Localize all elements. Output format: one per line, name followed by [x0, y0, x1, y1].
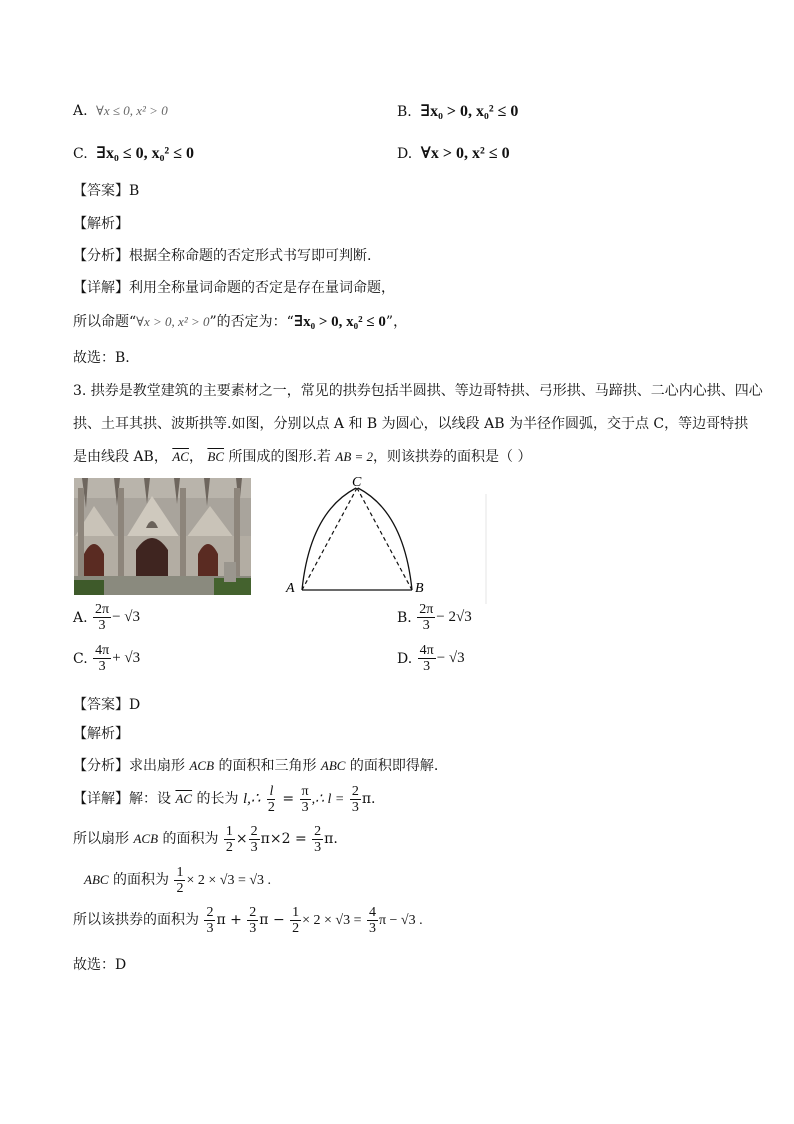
q2-option-d — [397, 143, 510, 163]
q3-option-c-rest: + √3 — [112, 650, 141, 666]
q3-final-frac-d-num: 4 — [368, 904, 376, 920]
q3-frac-pi-3-num: π — [301, 783, 309, 799]
q3-stem-line-3-mid: 所围成的图形.若 — [228, 449, 336, 465]
q2-negation-line — [73, 311, 407, 331]
q3-final-frac-d — [367, 905, 378, 936]
q3-separator: ， — [188, 449, 203, 465]
q3-sector-pi-times-two: π×2 = — [260, 831, 307, 847]
q3-option-c — [73, 643, 140, 674]
q3-frac-2-3-den: 3 — [351, 799, 359, 815]
q3-triangle-frac-num: 1 — [176, 864, 184, 880]
q3-xiangjie-pre: 解：设 — [129, 791, 176, 807]
q3-pi-end: π. — [361, 791, 376, 807]
q2-negation-prop: ∀x > 0, x² > 0 — [136, 314, 210, 329]
q3-option-d-fraction — [418, 643, 436, 674]
point-a-label: A — [286, 581, 295, 596]
q3-option-d — [397, 643, 465, 674]
q3-analysis-heading: 【解析】 — [73, 726, 129, 742]
q3-stem-line-3-end: ，则该拱券的面积是（ ） — [373, 449, 532, 465]
q3-triangle-area — [84, 863, 271, 898]
q3-option-b-den: 3 — [422, 618, 430, 633]
q3-xiangjie-arc: $\overline{AC}$ — [175, 791, 193, 806]
q3-option-a-rest: − √3 — [112, 609, 141, 625]
q2-option-c-text: ∃x₀ ≤ 0, x₀² ≤ 0 — [96, 145, 194, 162]
q3-xiangjie: 【详解】解：设 $\overline{AC}$ 的长为 l,∴ $\frac{l}{2}$ = $\frac{\pi}{3}$ ,∴ l = $\frac{2}{3}$ π. — [73, 783, 376, 815]
q2-option-b — [397, 101, 518, 121]
q3-final-frac-a-num: 2 — [206, 904, 214, 920]
q3-arc-ac: $\overline{AC}$ — [172, 449, 189, 464]
q3-option-b — [397, 602, 472, 633]
q3-option-c-label: C. — [73, 650, 88, 667]
q3-sector-frac-result-den: 3 — [314, 839, 322, 855]
q3-frac-2-3 — [350, 784, 361, 815]
q3-option-d-label: D. — [397, 650, 413, 667]
q3-final-mid: × 2 × √3 = — [302, 913, 362, 928]
q3-triangle-frac-1-2 — [174, 865, 185, 896]
q3-sector-mid: 的面积为 — [158, 831, 219, 847]
q3-option-c-fraction — [93, 643, 111, 674]
q3-final-pi-plus: π + — [216, 912, 242, 928]
q3-sector-frac-1-2-den: 2 — [225, 839, 233, 855]
q3-option-b-label: B. — [397, 609, 412, 626]
q3-fenxi-mid: 的面积和三角形 — [214, 758, 321, 774]
q3-option-c-den: 3 — [98, 659, 106, 674]
q2-xiangjie-text: 利用全称量词命题的否定是存在量词命题， — [129, 280, 395, 296]
q3-final-frac-b — [247, 905, 258, 936]
q3-final-frac-a-den: 3 — [206, 920, 214, 936]
q2-negation-pre: 所以命题“ — [73, 314, 137, 330]
q3-triangle-mid: 的面积为 — [108, 872, 170, 888]
cathedral-photo — [74, 478, 251, 595]
q2-option-c-label: C. — [73, 146, 88, 162]
q2-fenxi-tag: 【分析】 — [73, 248, 129, 264]
q3-frac-l-2 — [266, 784, 277, 815]
q3-answer-tag: 【答案】 — [73, 697, 129, 713]
q2-analysis-heading: 【解析】 — [73, 216, 129, 232]
q2-option-b-label: B. — [397, 104, 412, 120]
q2-negation-mid: ”的否定为：“ — [209, 314, 294, 330]
q2-option-b-text: ∃x₀ > 0, x₀² ≤ 0 — [420, 103, 519, 120]
q2-fenxi-text: 根据全称命题的否定形式书写即可判断. — [129, 248, 372, 264]
q2-xiangjie-tag: 【详解】 — [73, 280, 129, 296]
q3-fenxi-triangle: ABC — [320, 758, 346, 773]
q3-final-frac-c-den: 2 — [292, 920, 300, 936]
q3-final-pre: 所以该拱券的面积为 — [73, 912, 199, 928]
q3-sector-frac-2-3 — [249, 824, 260, 855]
q2-choice: 故选：B. — [73, 350, 130, 366]
q3-condition: AB = 2 — [335, 449, 374, 464]
q3-final-frac-c-num: 1 — [292, 904, 300, 920]
q2-fenxi — [73, 245, 371, 265]
q3-xiangjie-tag: 【详解】 — [73, 791, 129, 807]
q3-frac-pi-3-den: 3 — [301, 799, 309, 815]
q2-option-a-label: A. — [73, 103, 88, 119]
gothic-arch-figure — [282, 474, 492, 604]
q3-option-a — [73, 602, 140, 633]
q3-option-a-den: 3 — [98, 618, 106, 633]
q3-therefore-l: ,∴ l = — [311, 792, 345, 807]
q3-option-c-num: 4π — [95, 643, 110, 658]
q3-final-end: π − √3 . — [378, 913, 423, 928]
q2-answer-tag: 【答案】 — [73, 183, 129, 199]
q3-final-frac-d-den: 3 — [368, 920, 376, 936]
q3-sector-area — [73, 822, 338, 856]
q3-frac-l-2-num: l — [269, 783, 274, 799]
q3-final-frac-b-den: 3 — [249, 920, 257, 936]
q3-xiangjie-l: l,∴ — [242, 791, 261, 807]
q3-option-a-num: 2π — [95, 602, 110, 617]
q3-option-d-rest: − √3 — [436, 650, 465, 666]
q3-frac-pi-3 — [300, 784, 311, 815]
q3-final-pi-minus: π − — [259, 912, 285, 928]
q3-fenxi-tag: 【分析】 — [73, 758, 129, 774]
q3-stem-line-3 — [73, 446, 531, 466]
q3-fenxi-end: 的面积即得解. — [345, 758, 439, 774]
q3-answer — [73, 694, 140, 714]
q3-final-frac-a — [204, 905, 215, 936]
q2-answer-value: B — [129, 183, 140, 199]
q3-frac-l-2-den: 2 — [267, 799, 275, 815]
q3-xiangjie-mid: 的长为 — [192, 791, 243, 807]
q2-answer — [73, 180, 139, 200]
q3-sector-frac-2-3-num: 2 — [250, 823, 258, 839]
q3-option-a-fraction — [93, 602, 111, 633]
cathedral-illustration — [74, 478, 251, 595]
q3-triangle-frac-den: 2 — [176, 880, 184, 896]
chord-ac — [302, 488, 357, 590]
q3-frac-2-3-num: 2 — [351, 783, 359, 799]
q3-stem-line-3-pre: 是由线段 AB， — [73, 449, 168, 465]
q3-stem-line-1: 3. 拱券是教堂建筑的主要素材之一，常见的拱券包括半圆拱、等边哥特拱、弓形拱、马蹄拱、二心内心拱、四心 — [73, 383, 763, 399]
q3-final-area — [73, 903, 423, 938]
q3-fenxi — [73, 755, 438, 775]
q3-option-b-rest: − 2√3 — [436, 609, 472, 625]
chord-bc — [357, 488, 412, 590]
q3-sector-pre: 所以扇形 — [73, 831, 134, 847]
q3-triangle-rest: × 2 × √3 = √3 . — [186, 873, 272, 888]
q3-sector-frac-result — [312, 824, 323, 855]
q3-triangle-name: ABC — [84, 872, 109, 887]
q3-option-b-fraction — [417, 602, 435, 633]
q3-option-a-label: A. — [73, 609, 88, 626]
q3-fenxi-sector: ACB — [189, 758, 215, 773]
q3-sector-pi-end: π. — [324, 831, 338, 847]
q3-sector-frac-1-2-num: 1 — [225, 823, 233, 839]
point-c-label: C — [352, 475, 362, 490]
q3-option-d-den: 3 — [423, 659, 431, 674]
q3-option-b-num: 2π — [419, 602, 434, 617]
q2-option-d-text: ∀x > 0, x² ≤ 0 — [420, 145, 510, 162]
q3-final-frac-c — [290, 905, 301, 936]
q2-xiangjie — [73, 277, 395, 297]
q2-option-d-label: D. — [397, 146, 413, 162]
q3-arc-bc: $\overline{BC}$ — [207, 449, 225, 464]
q2-option-a — [73, 103, 168, 119]
q2-option-c — [73, 143, 194, 163]
q3-sector-frac-1-2 — [224, 824, 235, 855]
q3-choice: 故选：D — [73, 957, 127, 973]
q3-fenxi-pre: 求出扇形 — [129, 758, 190, 774]
q3-sector-name: ACB — [133, 831, 159, 846]
q2-negation-result: ∃x₀ > 0, x₀² ≤ 0 — [293, 314, 386, 330]
q3-sector-frac-result-num: 2 — [314, 823, 322, 839]
q2-negation-end: ”， — [385, 314, 408, 330]
q3-final-frac-b-num: 2 — [249, 904, 257, 920]
q2-option-a-text: ∀x ≤ 0, x² > 0 — [96, 103, 168, 118]
q3-sector-times: × — [235, 831, 248, 847]
arch-diagram — [282, 474, 492, 608]
q3-option-d-num: 4π — [419, 643, 434, 658]
q3-sector-frac-2-3-den: 3 — [250, 839, 258, 855]
point-b-label: B — [415, 581, 424, 596]
q3-answer-value: D — [129, 697, 141, 713]
q3-stem-line-2: 拱、土耳其拱、波斯拱等.如图，分别以点 A 和 B 为圆心，以线段 AB 为半径作圆弧，交于点 C，等边哥特拱 — [73, 416, 749, 432]
